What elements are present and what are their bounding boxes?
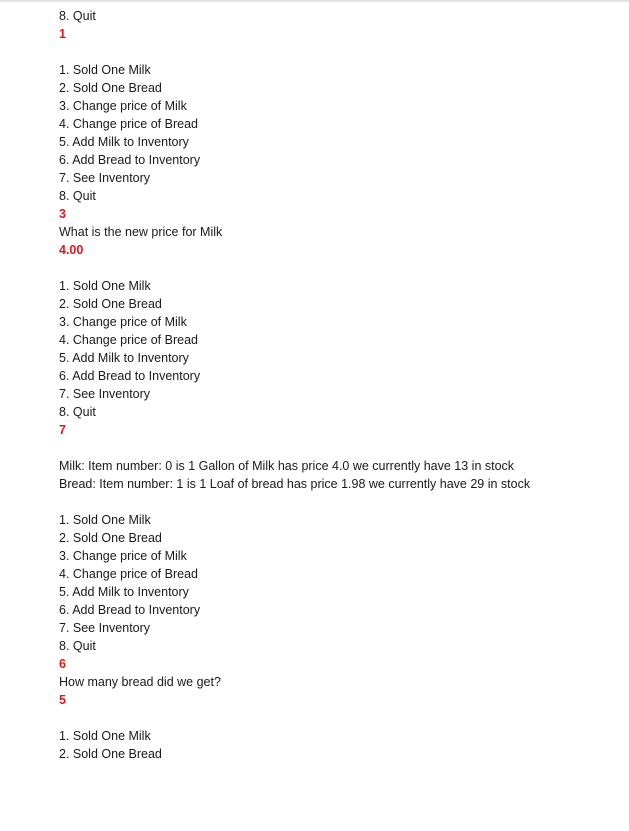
output-line: What is the new price for Milk: [59, 225, 223, 239]
output-line: 8. Quit: [59, 189, 96, 203]
output-line: 2. Sold One Bread: [59, 747, 162, 761]
user-input-line: 4.00: [59, 243, 84, 257]
output-line: 2. Sold One Bread: [59, 297, 162, 311]
user-input-line: 3: [59, 207, 66, 221]
output-line: 8. Quit: [59, 9, 96, 23]
output-line: 3. Change price of Milk: [59, 99, 187, 113]
top-edge-shadow: [0, 0, 629, 3]
output-line: 5. Add Milk to Inventory: [59, 351, 189, 365]
user-input-line: 5: [59, 693, 66, 707]
output-line: 8. Quit: [59, 639, 96, 653]
blank-line: [59, 709, 619, 727]
output-line: 7. See Inventory: [59, 171, 151, 185]
blank-line: [59, 43, 619, 61]
user-input-line: 7: [59, 423, 66, 437]
output-line: 2. Sold One Bread: [59, 81, 162, 95]
output-line: 8. Quit: [59, 405, 96, 419]
output-line: Bread: Item number: 1 is 1 Loaf of bread has price 1.98 we currently have 29 in stock: [59, 477, 531, 491]
user-input-line: 6: [59, 657, 66, 671]
output-line: 4. Change price of Bread: [59, 333, 198, 347]
output-line: 7. See Inventory: [59, 621, 151, 635]
output-line: 2. Sold One Bread: [59, 531, 162, 545]
blank-line: [59, 259, 619, 277]
output-line: 1. Sold One Milk: [59, 513, 151, 527]
output-line: How many bread did we get?: [59, 675, 221, 689]
output-line: 1. Sold One Milk: [59, 63, 151, 77]
blank-line: [59, 439, 619, 457]
output-line: 6. Add Bread to Inventory: [59, 153, 201, 167]
output-line: 6. Add Bread to Inventory: [59, 369, 201, 383]
output-line: 1. Sold One Milk: [59, 729, 151, 743]
output-line: 3. Change price of Milk: [59, 315, 187, 329]
output-line: 7. See Inventory: [59, 387, 151, 401]
output-line: 3. Change price of Milk: [59, 549, 187, 563]
output-line: 4. Change price of Bread: [59, 567, 198, 581]
output-line: 1. Sold One Milk: [59, 279, 151, 293]
console-transcript: [59, 7, 619, 763]
output-line: 5. Add Milk to Inventory: [59, 585, 189, 599]
output-line: Milk: Item number: 0 is 1 Gallon of Milk has price 4.0 we currently have 13 in stock: [59, 459, 515, 473]
output-line: 6. Add Bread to Inventory: [59, 603, 201, 617]
output-line: 5. Add Milk to Inventory: [59, 135, 189, 149]
blank-line: [59, 493, 619, 511]
user-input-line: 1: [59, 27, 66, 41]
output-line: 4. Change price of Bread: [59, 117, 198, 131]
